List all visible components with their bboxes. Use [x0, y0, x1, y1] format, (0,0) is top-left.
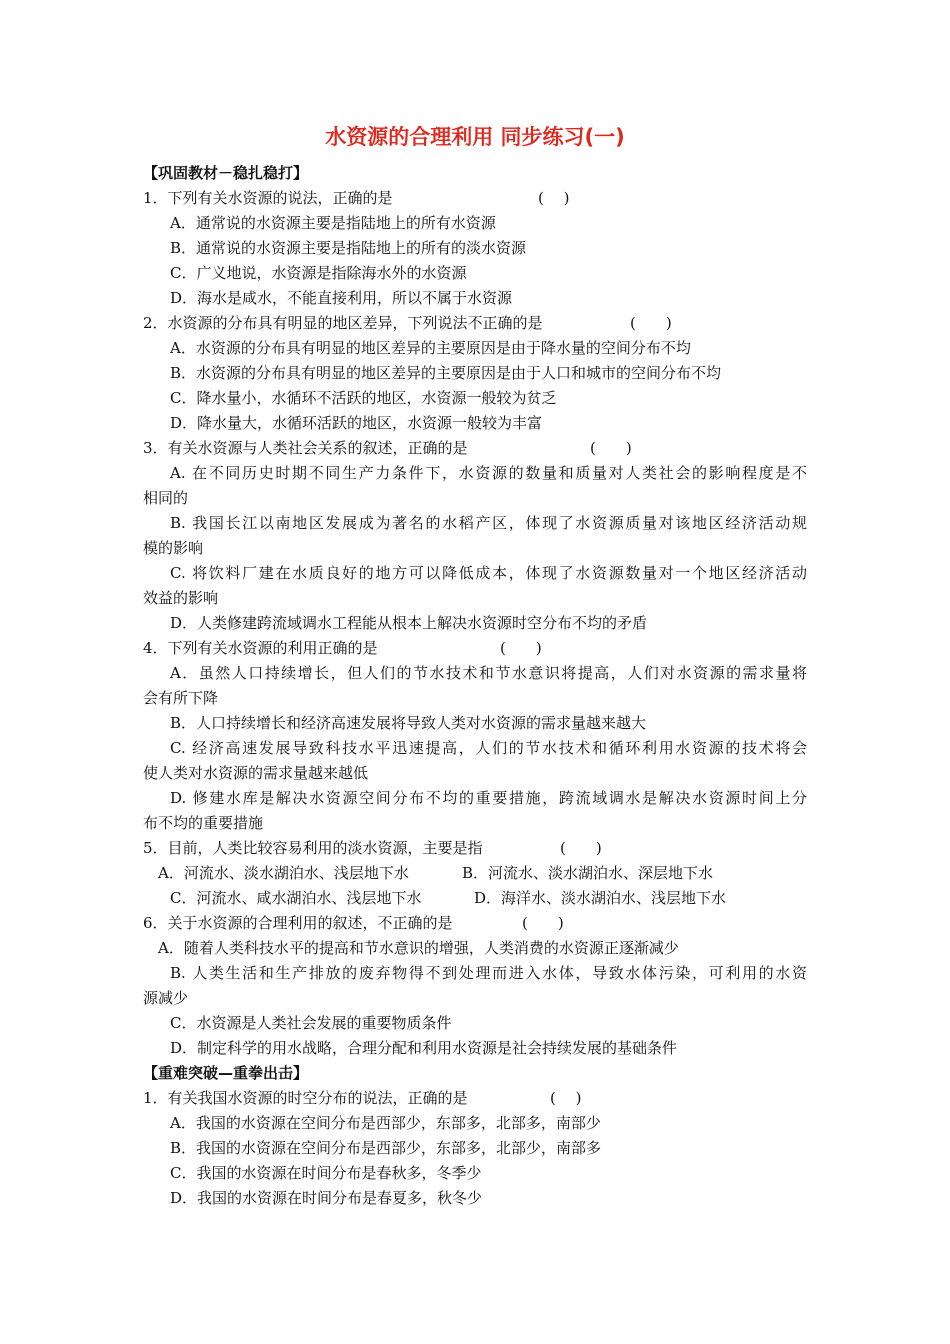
- question-4-option-c: C. 经济高速发展导致科技水平迅速提高，人们的节水技术和循环利用水资源的技术将会: [170, 739, 807, 757]
- question-6-option-b: B. 人类生活和生产排放的废弃物得不到处理而进入水体，导致水体污染，可利用的水资: [170, 964, 807, 982]
- question-2-answer-bracket: ( ): [630, 314, 672, 332]
- question-3-stem: 3．有关水资源与人类社会关系的叙述，正确的是: [143, 439, 468, 457]
- question-4-answer-bracket: ( ): [500, 639, 542, 657]
- question-1-option-d: D．海水是咸水，不能直接利用，所以不属于水资源: [170, 289, 513, 307]
- question-5-stem: 5．目前，人类比较容易利用的淡水资源，主要是指: [143, 839, 483, 857]
- question-7-option-b: B．我国的水资源在空间分布是西部少，东部多，北部少，南部多: [170, 1139, 602, 1157]
- question-1-option-c: C．广义地说，水资源是指除海水外的水资源: [170, 264, 467, 282]
- question-7-option-c: C．我国的水资源在时间分布是春秋多，冬季少: [170, 1164, 482, 1182]
- question-4-option-a-continued: 会有所下降: [143, 689, 219, 707]
- question-7-option-d: D．我国的水资源在时间分布是春夏多，秋冬少: [170, 1189, 483, 1207]
- question-6-option-d: D．制定科学的用水战略，合理分配和利用水资源是社会持续发展的基础条件: [170, 1039, 678, 1057]
- page-title: 水资源的合理利用 同步练习(一): [325, 125, 625, 149]
- question-2-option-c: C．降水量小，水循环不活跃的地区，水资源一般较为贫乏: [170, 389, 557, 407]
- section-heading-breakthrough: 【重难突破—重拳出击】: [143, 1064, 309, 1082]
- question-5-option-b: B．河流水、淡水湖泊水、深层地下水: [462, 864, 714, 882]
- question-1-stem: 1．下列有关水资源的说法，正确的是: [143, 189, 393, 207]
- question-5-answer-bracket: ( ): [560, 839, 602, 857]
- question-5-option-d: D．海洋水、淡水湖泊水、浅层地下水: [474, 889, 727, 907]
- question-2-option-d: D．降水量大，水循环活跃的地区，水资源一般较为丰富: [170, 414, 543, 432]
- question-4-option-a: A．虽然人口持续增长，但人们的节水技术和节水意识将提高，人们对水资源的需求量将: [170, 664, 807, 682]
- question-3-option-c: C. 将饮料厂建在水质良好的地方可以降低成本，体现了水资源数量对一个地区经济活动: [170, 564, 807, 582]
- question-3-option-c-continued: 效益的影响: [143, 589, 219, 607]
- question-7-option-a: A．我国的水资源在空间分布是西部少，东部多，北部多，南部少: [170, 1114, 601, 1132]
- question-6-answer-bracket: ( ): [522, 914, 564, 932]
- question-2-option-b: B．水资源的分布具有明显的地区差异的主要原因是由于人口和城市的空间分布不均: [170, 364, 722, 382]
- question-3-option-b: B. 我国长江以南地区发展成为著名的水稻产区，体现了水资源质量对该地区经济活动规: [170, 514, 807, 532]
- question-1-answer-bracket: ( ): [538, 189, 570, 207]
- question-4-option-d: D. 修建水库是解决水资源空间分布不均的重要措施，跨流域调水是解决水资源时间上分: [170, 789, 807, 807]
- question-2-option-a: A．水资源的分布具有明显的地区差异的主要原因是由于降水量的空间分布不均: [170, 339, 691, 357]
- question-1-option-b: B．通常说的水资源主要是指陆地上的所有的淡水资源: [170, 239, 527, 257]
- question-3-option-a: A. 在不同历史时期不同生产力条件下，水资源的数量和质量对人类社会的影响程度是不: [170, 464, 807, 482]
- question-5-option-c: C．河流水、咸水湖泊水、浅层地下水: [170, 889, 422, 907]
- question-6-option-c: C．水资源是人类社会发展的重要物质条件: [170, 1014, 452, 1032]
- question-3-option-b-continued: 模的影响: [143, 539, 204, 557]
- question-4-option-b: B．人口持续增长和经济高速发展将导致人类对水资源的需求量越来越大: [170, 714, 647, 732]
- question-4-option-d-continued: 布不均的重要措施: [143, 814, 264, 832]
- question-5-option-a: A．河流水、淡水湖泊水、浅层地下水: [158, 864, 409, 882]
- question-3-answer-bracket: ( ): [590, 439, 632, 457]
- question-7-answer-bracket: ( ): [550, 1089, 582, 1107]
- question-6-stem: 6．关于水资源的合理利用的叙述，不正确的是: [143, 914, 453, 932]
- question-4-stem: 4．下列有关水资源的利用正确的是: [143, 639, 378, 657]
- question-2-stem: 2．水资源的分布具有明显的地区差异，下列说法不正确的是: [143, 314, 543, 332]
- question-3-option-d: D．人类修建跨流域调水工程能从根本上解决水资源时空分布不均的矛盾: [170, 614, 648, 632]
- question-4-option-c-continued: 使人类对水资源的需求量越来越低: [143, 764, 369, 782]
- section-heading-consolidate: 【巩固教材－稳扎稳打】: [143, 164, 309, 182]
- question-6-option-b-continued: 源减少: [143, 989, 189, 1007]
- question-3-option-a-continued: 相同的: [143, 489, 189, 507]
- question-7-stem: 1．有关我国水资源的时空分布的说法，正确的是: [143, 1089, 468, 1107]
- question-6-option-a: A．随着人类科技水平的提高和节水意识的增强，人类消费的水资源正逐渐减少: [158, 939, 679, 957]
- question-1-option-a: A．通常说的水资源主要是指陆地上的所有水资源: [170, 214, 496, 232]
